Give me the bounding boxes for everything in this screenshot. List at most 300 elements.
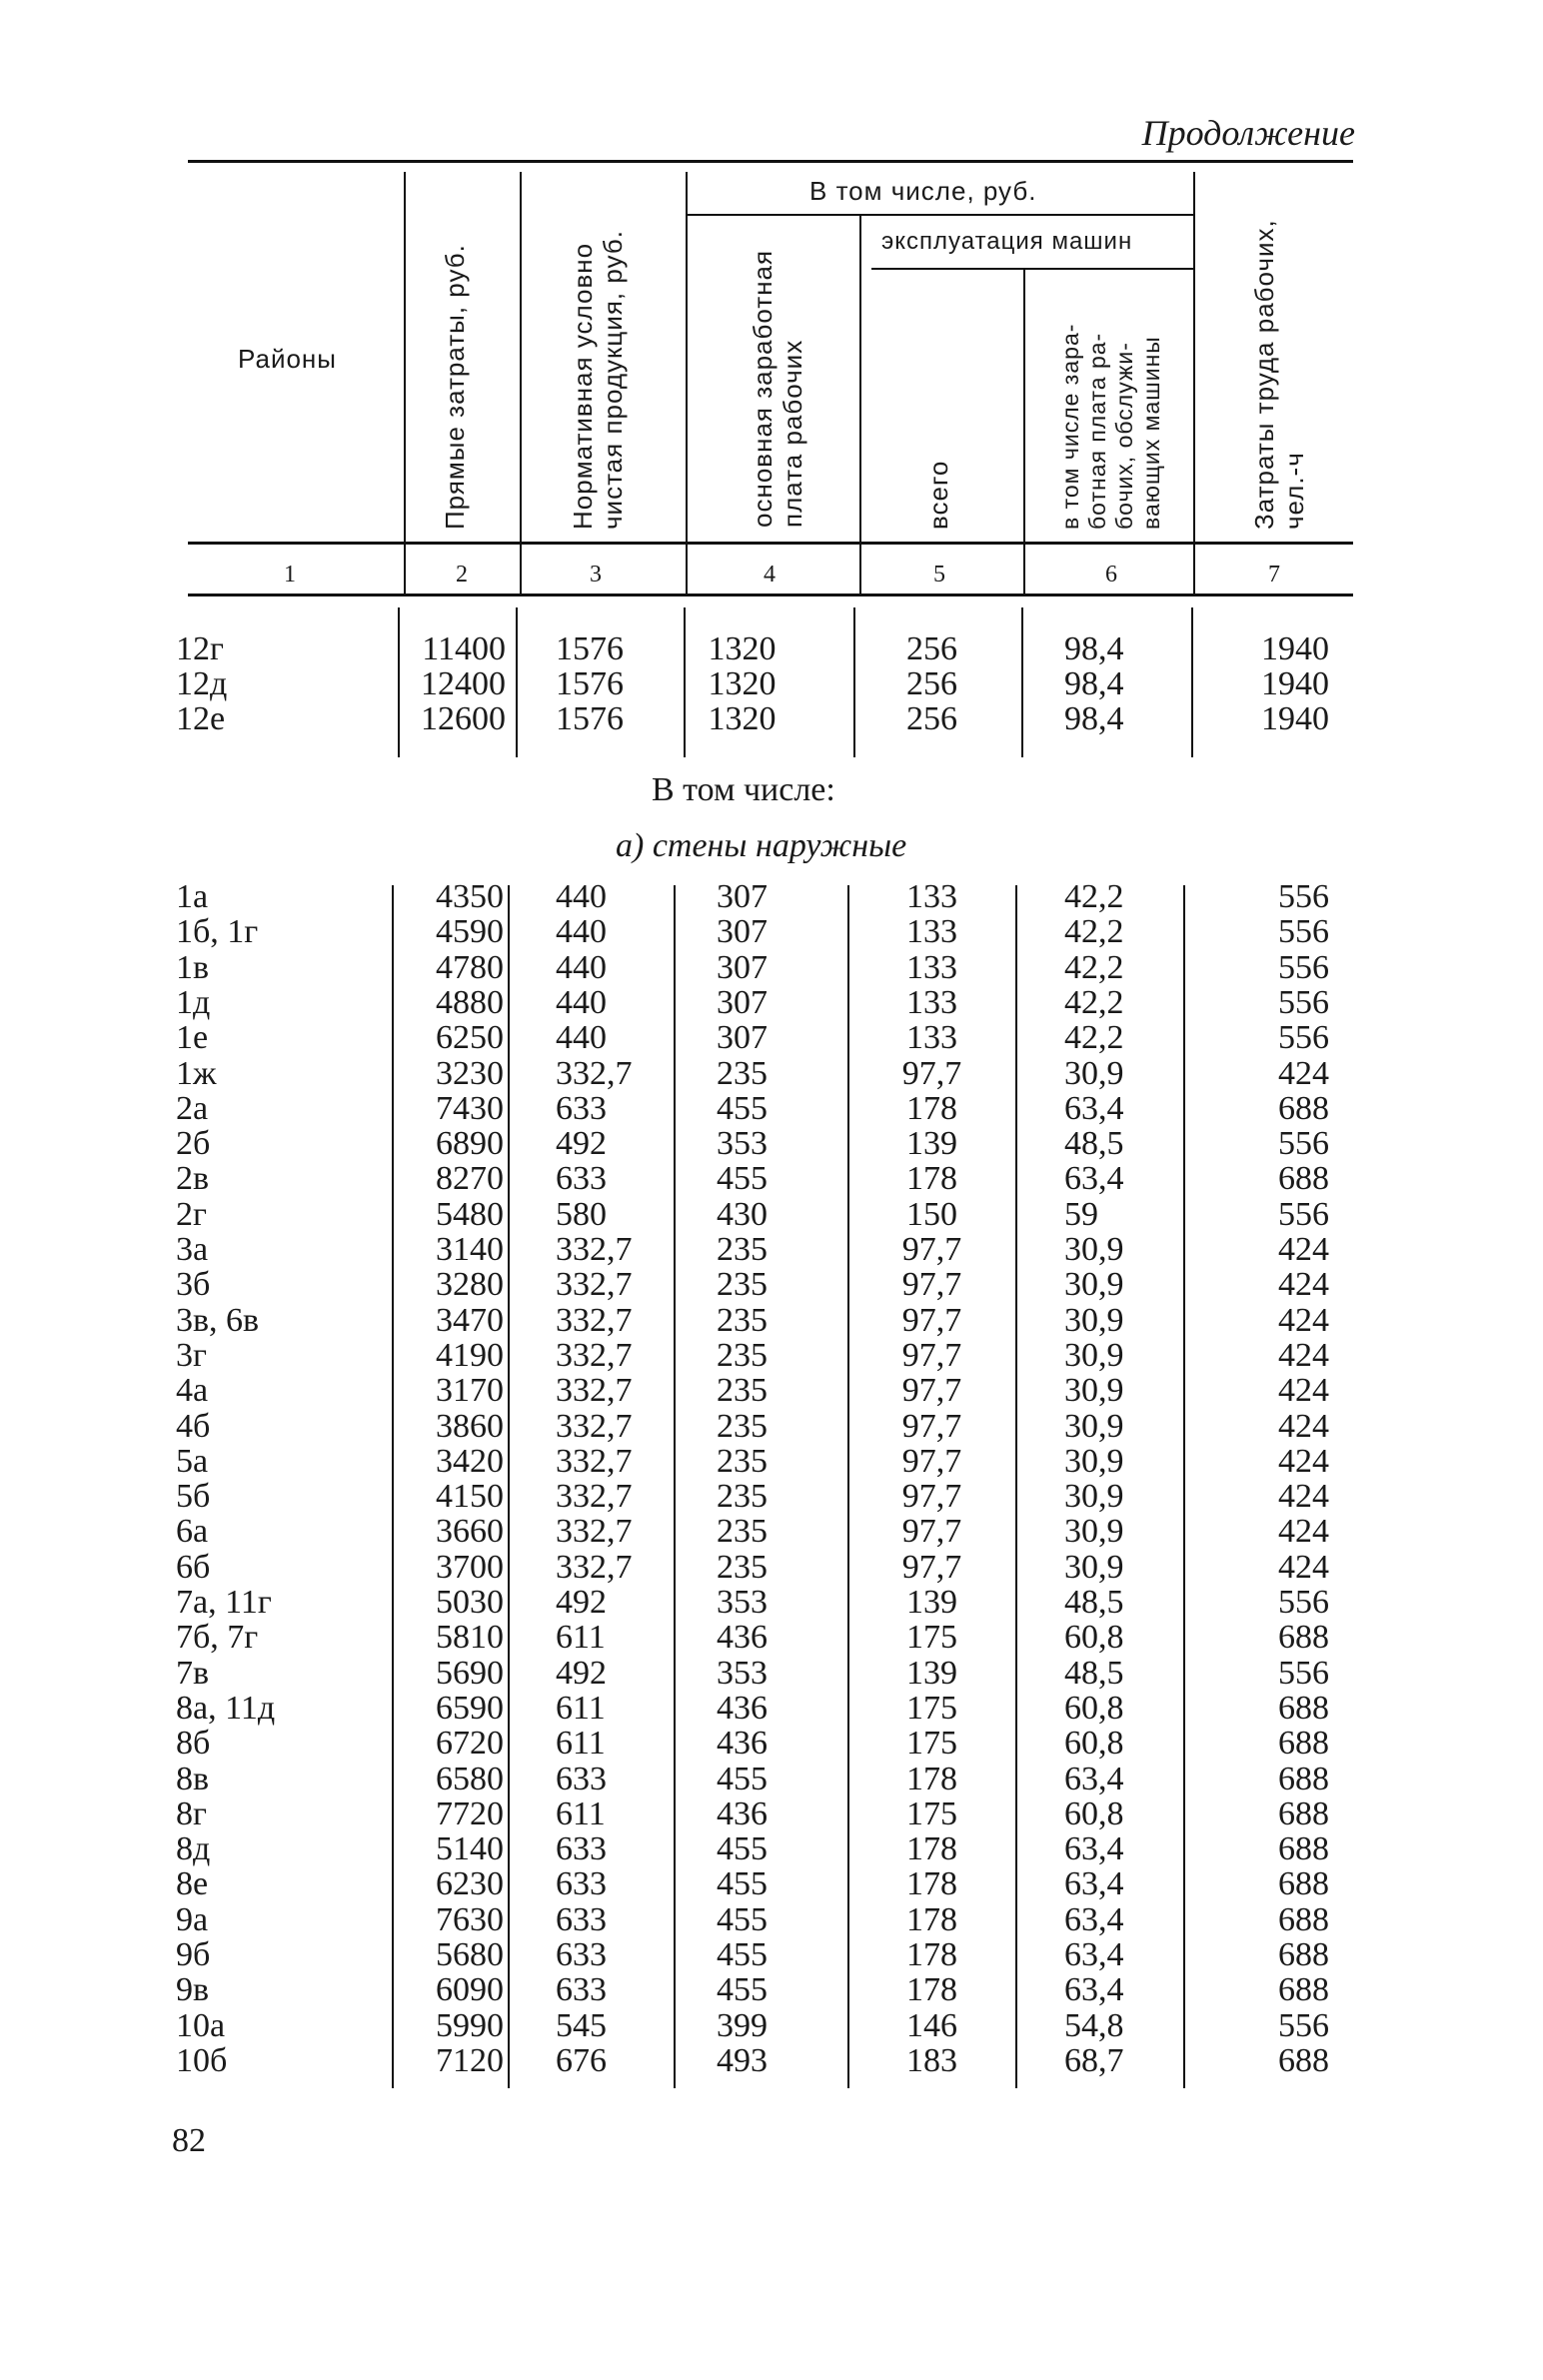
cell-col6: 30,9: [1064, 1407, 1124, 1445]
cell-col2: 4350: [436, 878, 504, 915]
cell-col5: 133: [906, 1019, 957, 1057]
cell-col6: 63,4: [1064, 1865, 1124, 1903]
cell-col1: 9б: [176, 1936, 211, 1973]
header-normative-product: Нормативная условно чистая продукция, руб.: [568, 230, 628, 530]
cell-col6: 63,4: [1064, 1160, 1124, 1198]
cell-col3: 440: [556, 913, 607, 951]
cell-col4: 235: [717, 1407, 768, 1445]
cell-col6: 60,8: [1064, 1689, 1124, 1727]
cell-col2: 6890: [436, 1125, 504, 1163]
cell-col7: 688: [1278, 1725, 1329, 1763]
cell-col5: 97,7: [901, 1054, 962, 1092]
cell-col1: 1в: [176, 948, 210, 986]
colnum-2: 2: [456, 562, 468, 588]
cell-col7: 556: [1278, 1584, 1329, 1621]
cell-col3: 492: [556, 1584, 607, 1621]
cell-col6: 42,2: [1064, 878, 1124, 915]
cell-col7: 556: [1278, 2006, 1329, 2044]
cell-col6: 63,4: [1064, 1900, 1124, 1938]
cell-col6: 48,5: [1064, 1125, 1124, 1163]
cell-col4: 353: [717, 1584, 768, 1621]
cell-col2: 4590: [436, 913, 504, 951]
cell-col7: 688: [1278, 1830, 1329, 1868]
cell-col7: 556: [1278, 1125, 1329, 1163]
cell-col1: 1д: [176, 983, 211, 1021]
cell-col3: 332,7: [556, 1054, 633, 1092]
cell-col3: 611: [556, 1619, 606, 1657]
cell-col5: 256: [906, 700, 957, 737]
cell-col5: 256: [906, 665, 957, 702]
cell-col3: 492: [556, 1654, 607, 1692]
top-divider-1: [398, 607, 400, 757]
continuation-label: Продолжение: [1141, 113, 1355, 153]
cell-col3: 633: [556, 1089, 607, 1127]
cell-col2: 5480: [436, 1195, 504, 1233]
cell-col1: 1е: [176, 1019, 209, 1057]
header-machine-group: эксплуатация машин: [881, 228, 1133, 255]
cell-col5: 178: [906, 1936, 957, 1973]
cell-col2: 5030: [436, 1584, 504, 1621]
cell-col6: 30,9: [1064, 1336, 1124, 1374]
cell-col6: 98,4: [1064, 700, 1124, 737]
cell-col4: 235: [717, 1231, 768, 1268]
cell-col7: 556: [1278, 1019, 1329, 1057]
cell-col5: 178: [906, 1760, 957, 1797]
cell-col6: 63,4: [1064, 1936, 1124, 1973]
cell-col6: 63,4: [1064, 1971, 1124, 2009]
cell-col4: 307: [717, 983, 768, 1021]
cell-col4: 399: [717, 2006, 768, 2044]
cell-col2: 6230: [436, 1865, 504, 1903]
cell-col1: 2в: [176, 1160, 210, 1198]
cell-col7: 688: [1278, 1971, 1329, 2009]
cell-col5: 97,7: [901, 1266, 962, 1304]
cell-col1: 7в: [176, 1654, 210, 1692]
header-divider-4: [859, 216, 861, 594]
cell-col7: 688: [1278, 1936, 1329, 1973]
cell-col2: 4780: [436, 948, 504, 986]
cell-col2: 6090: [436, 1971, 504, 2009]
cell-col4: 353: [717, 1125, 768, 1163]
main-divider-3: [674, 885, 676, 2088]
cell-col5: 139: [906, 1654, 957, 1692]
cell-col7: 424: [1278, 1407, 1329, 1445]
cell-col6: 63,4: [1064, 1089, 1124, 1127]
cell-col6: 42,2: [1064, 983, 1124, 1021]
top-divider-5: [1021, 607, 1023, 757]
subsection-title: а) стены наружные: [616, 827, 907, 864]
colnum-5: 5: [933, 562, 945, 588]
cell-col3: 332,7: [556, 1372, 633, 1410]
cell-col2: 3700: [436, 1548, 504, 1586]
cell-col5: 178: [906, 1830, 957, 1868]
cell-col4: 1320: [708, 665, 776, 702]
cell-col6: 63,4: [1064, 1830, 1124, 1868]
cell-col6: 60,8: [1064, 1794, 1124, 1832]
cell-col2: 3420: [436, 1442, 504, 1480]
cell-col4: 353: [717, 1654, 768, 1692]
cell-col4: 455: [717, 1760, 768, 1797]
cell-col1: 2а: [176, 1089, 209, 1127]
cell-col4: 235: [717, 1301, 768, 1339]
cell-col5: 178: [906, 1900, 957, 1938]
cell-col1: 6б: [176, 1548, 211, 1586]
cell-col6: 98,4: [1064, 630, 1124, 667]
including-rule: [688, 214, 1193, 216]
cell-col5: 133: [906, 878, 957, 915]
cell-col3: 440: [556, 878, 607, 915]
main-divider-4: [847, 885, 849, 2088]
cell-col1: 6а: [176, 1513, 209, 1551]
cell-col7: 556: [1278, 1195, 1329, 1233]
cell-col4: 455: [717, 1089, 768, 1127]
cell-col3: 492: [556, 1125, 607, 1163]
cell-col5: 178: [906, 1971, 957, 2009]
colnum-3: 3: [590, 562, 602, 588]
cell-col2: 3170: [436, 1372, 504, 1410]
header-districts: Районы: [238, 344, 337, 374]
cell-col7: 424: [1278, 1336, 1329, 1374]
cell-col1: 8в: [176, 1760, 210, 1797]
cell-col4: 307: [717, 1019, 768, 1057]
cell-col3: 440: [556, 1019, 607, 1057]
colnum-6: 6: [1105, 562, 1117, 588]
cell-col7: 556: [1278, 948, 1329, 986]
cell-col5: 133: [906, 913, 957, 951]
cell-col4: 436: [717, 1619, 768, 1657]
cell-col3: 611: [556, 1725, 606, 1763]
cell-col4: 307: [717, 948, 768, 986]
main-divider-2: [508, 885, 510, 2088]
cell-col3: 440: [556, 983, 607, 1021]
cell-col1: 3г: [176, 1336, 207, 1374]
cell-col5: 175: [906, 1725, 957, 1763]
cell-col2: 6720: [436, 1725, 504, 1763]
header-machine-wages: в том числе зара- ботная плата ра- бочих, обслужи- вающих машины: [1057, 323, 1164, 530]
cell-col7: 556: [1278, 878, 1329, 915]
cell-col1: 4а: [176, 1372, 209, 1410]
cell-col2: 4150: [436, 1478, 504, 1516]
cell-col1: 12д: [176, 665, 228, 702]
colnum-4: 4: [764, 562, 775, 588]
cell-col3: 633: [556, 1936, 607, 1973]
cell-col6: 30,9: [1064, 1513, 1124, 1551]
cell-col6: 60,8: [1064, 1725, 1124, 1763]
cell-col6: 30,9: [1064, 1478, 1124, 1516]
cell-col3: 633: [556, 1900, 607, 1938]
cell-col2: 4190: [436, 1336, 504, 1374]
cell-col5: 97,7: [901, 1548, 962, 1586]
cell-col7: 424: [1278, 1301, 1329, 1339]
header-divider-3: [686, 172, 688, 594]
cell-col3: 611: [556, 1689, 606, 1727]
cell-col4: 235: [717, 1548, 768, 1586]
page-number: 82: [172, 2122, 206, 2159]
cell-col3: 332,7: [556, 1231, 633, 1268]
cell-col3: 676: [556, 2041, 607, 2079]
cell-col7: 688: [1278, 1900, 1329, 1938]
header-labor: Затраты труда рабочих, чел.-ч: [1249, 219, 1309, 530]
cell-col7: 556: [1278, 913, 1329, 951]
cell-col4: 307: [717, 913, 768, 951]
cell-col4: 1320: [708, 630, 776, 667]
cell-col7: 424: [1278, 1231, 1329, 1268]
cell-col4: 455: [717, 1936, 768, 1973]
cell-col6: 42,2: [1064, 948, 1124, 986]
cell-col1: 3б: [176, 1266, 211, 1304]
cell-col6: 48,5: [1064, 1584, 1124, 1621]
cell-col7: 688: [1278, 1089, 1329, 1127]
cell-col6: 60,8: [1064, 1619, 1124, 1657]
cell-col3: 332,7: [556, 1266, 633, 1304]
cell-col6: 30,9: [1064, 1266, 1124, 1304]
cell-col1: 1ж: [176, 1054, 217, 1092]
cell-col4: 455: [717, 1160, 768, 1198]
cell-col1: 3а: [176, 1231, 209, 1268]
cell-col1: 8д: [176, 1830, 211, 1868]
main-divider-5: [1015, 885, 1017, 2088]
cell-col5: 139: [906, 1125, 957, 1163]
cell-col1: 12г: [176, 630, 224, 667]
cell-col6: 68,7: [1064, 2041, 1124, 2079]
cell-col7: 556: [1278, 1654, 1329, 1692]
cell-col1: 9а: [176, 1900, 209, 1938]
cell-col4: 455: [717, 1971, 768, 2009]
cell-col5: 150: [906, 1195, 957, 1233]
cell-col3: 545: [556, 2006, 607, 2044]
cell-col2: 12600: [421, 700, 506, 737]
cell-col7: 424: [1278, 1266, 1329, 1304]
cell-col2: 3230: [436, 1054, 504, 1092]
cell-col5: 178: [906, 1865, 957, 1903]
cell-col3: 580: [556, 1195, 607, 1233]
cell-col4: 436: [717, 1689, 768, 1727]
cell-col5: 97,7: [901, 1231, 962, 1268]
main-divider-1: [392, 885, 394, 2088]
cell-col4: 436: [717, 1794, 768, 1832]
cell-col2: 3140: [436, 1231, 504, 1268]
cell-col5: 97,7: [901, 1407, 962, 1445]
cell-col5: 97,7: [901, 1478, 962, 1516]
cell-col3: 332,7: [556, 1513, 633, 1551]
cell-col2: 5680: [436, 1936, 504, 1973]
cell-col2: 7630: [436, 1900, 504, 1938]
cell-col2: 6590: [436, 1689, 504, 1727]
cell-col3: 332,7: [556, 1478, 633, 1516]
cell-col5: 133: [906, 948, 957, 986]
top-divider-6: [1191, 607, 1193, 757]
cell-col2: 12400: [421, 665, 506, 702]
cell-col2: 3660: [436, 1513, 504, 1551]
cell-col1: 10б: [176, 2041, 228, 2079]
cell-col1: 4б: [176, 1407, 211, 1445]
cell-col1: 5а: [176, 1442, 209, 1480]
cell-col5: 97,7: [901, 1513, 962, 1551]
cell-col5: 97,7: [901, 1442, 962, 1480]
cell-col1: 7а, 11г: [176, 1584, 272, 1621]
cell-col5: 175: [906, 1689, 957, 1727]
cell-col3: 332,7: [556, 1301, 633, 1339]
cell-col1: 3в, 6в: [176, 1301, 260, 1339]
cell-col7: 1940: [1261, 630, 1329, 667]
cell-col3: 633: [556, 1971, 607, 2009]
cell-col7: 424: [1278, 1054, 1329, 1092]
colnum-1: 1: [284, 562, 296, 588]
cell-col7: 688: [1278, 2041, 1329, 2079]
header-direct-costs: Прямые затраты, руб.: [440, 244, 470, 530]
cell-col1: 1а: [176, 878, 209, 915]
cell-col5: 178: [906, 1160, 957, 1198]
cell-col4: 430: [717, 1195, 768, 1233]
header-top-rule: [188, 160, 1353, 163]
cell-col2: 8270: [436, 1160, 504, 1198]
cell-col6: 63,4: [1064, 1760, 1124, 1797]
cell-col4: 235: [717, 1478, 768, 1516]
cell-col6: 42,2: [1064, 1019, 1124, 1057]
header-including-group: В том числе, руб.: [809, 176, 1037, 206]
cell-col5: 133: [906, 983, 957, 1021]
cell-col1: 2г: [176, 1195, 207, 1233]
cell-col3: 332,7: [556, 1442, 633, 1480]
cell-col5: 183: [906, 2041, 957, 2079]
cell-col1: 9в: [176, 1971, 210, 2009]
cell-col1: 5б: [176, 1478, 211, 1516]
cell-col5: 97,7: [901, 1301, 962, 1339]
cell-col5: 97,7: [901, 1372, 962, 1410]
cell-col7: 688: [1278, 1619, 1329, 1657]
cell-col2: 4880: [436, 983, 504, 1021]
cell-col6: 30,9: [1064, 1301, 1124, 1339]
cell-col3: 1576: [556, 630, 624, 667]
colnum-7: 7: [1268, 562, 1280, 588]
cell-col5: 146: [906, 2006, 957, 2044]
cell-col6: 30,9: [1064, 1442, 1124, 1480]
cell-col5: 178: [906, 1089, 957, 1127]
cell-col2: 3280: [436, 1266, 504, 1304]
cell-col5: 97,7: [901, 1336, 962, 1374]
cell-col2: 6580: [436, 1760, 504, 1797]
cell-col7: 688: [1278, 1160, 1329, 1198]
cell-col6: 30,9: [1064, 1054, 1124, 1092]
cell-col3: 633: [556, 1865, 607, 1903]
cell-col2: 5690: [436, 1654, 504, 1692]
header-divider-5: [1023, 270, 1025, 594]
cell-col5: 256: [906, 630, 957, 667]
cell-col1: 10а: [176, 2006, 226, 2044]
cell-col4: 1320: [708, 700, 776, 737]
cell-col3: 332,7: [556, 1548, 633, 1586]
header-total: всего: [923, 460, 953, 530]
cell-col4: 235: [717, 1372, 768, 1410]
cell-col7: 424: [1278, 1478, 1329, 1516]
cell-col3: 332,7: [556, 1407, 633, 1445]
header-divider-2: [520, 172, 522, 594]
cell-col4: 455: [717, 1865, 768, 1903]
cell-col4: 235: [717, 1266, 768, 1304]
cell-col6: 54,8: [1064, 2006, 1124, 2044]
cell-col3: 633: [556, 1830, 607, 1868]
cell-col7: 688: [1278, 1760, 1329, 1797]
cell-col6: 42,2: [1064, 913, 1124, 951]
cell-col4: 455: [717, 1900, 768, 1938]
cell-col1: 2б: [176, 1125, 211, 1163]
cell-col5: 139: [906, 1584, 957, 1621]
cell-col7: 688: [1278, 1865, 1329, 1903]
cell-col3: 1576: [556, 665, 624, 702]
cell-col3: 611: [556, 1794, 606, 1832]
header-base-wages: основная заработная плата рабочих: [748, 249, 807, 528]
cell-col4: 307: [717, 878, 768, 915]
cell-col1: 7б, 7г: [176, 1619, 259, 1657]
cell-col4: 455: [717, 1830, 768, 1868]
header-divider-6: [1193, 172, 1195, 594]
cell-col2: 5810: [436, 1619, 504, 1657]
cell-col3: 633: [556, 1160, 607, 1198]
main-divider-6: [1183, 885, 1185, 2088]
machine-rule: [871, 268, 1193, 270]
cell-col7: 1940: [1261, 665, 1329, 702]
cell-col3: 332,7: [556, 1336, 633, 1374]
cell-col2: 7720: [436, 1794, 504, 1832]
cell-col7: 688: [1278, 1794, 1329, 1832]
cell-col2: 5140: [436, 1830, 504, 1868]
cell-col6: 98,4: [1064, 665, 1124, 702]
cell-col4: 493: [717, 2041, 768, 2079]
cell-col7: 1940: [1261, 700, 1329, 737]
cell-col7: 424: [1278, 1442, 1329, 1480]
cell-col3: 1576: [556, 700, 624, 737]
cell-col7: 688: [1278, 1689, 1329, 1727]
cell-col1: 1б, 1г: [176, 913, 259, 951]
cell-col4: 235: [717, 1513, 768, 1551]
cell-col2: 7430: [436, 1089, 504, 1127]
header-divider-1: [404, 172, 406, 594]
cell-col1: 8г: [176, 1794, 207, 1832]
cell-col4: 436: [717, 1725, 768, 1763]
cell-col7: 424: [1278, 1372, 1329, 1410]
cell-col6: 30,9: [1064, 1372, 1124, 1410]
section-title: В том числе:: [652, 771, 835, 808]
cell-col2: 6250: [436, 1019, 504, 1057]
cell-col1: 12е: [176, 700, 226, 737]
cell-col2: 7120: [436, 2041, 504, 2079]
colnum-bottom-rule: [188, 594, 1353, 596]
cell-col4: 235: [717, 1442, 768, 1480]
cell-col6: 30,9: [1064, 1231, 1124, 1268]
cell-col6: 30,9: [1064, 1548, 1124, 1586]
cell-col7: 424: [1278, 1513, 1329, 1551]
cell-col5: 175: [906, 1619, 957, 1657]
cell-col4: 235: [717, 1054, 768, 1092]
cell-col3: 633: [556, 1760, 607, 1797]
cell-col6: 59: [1064, 1195, 1098, 1233]
top-divider-2: [516, 607, 518, 757]
cell-col6: 48,5: [1064, 1654, 1124, 1692]
cell-col7: 556: [1278, 983, 1329, 1021]
cell-col1: 8б: [176, 1725, 211, 1763]
cell-col1: 8е: [176, 1865, 209, 1903]
cell-col2: 3860: [436, 1407, 504, 1445]
cell-col3: 440: [556, 948, 607, 986]
cell-col7: 424: [1278, 1548, 1329, 1586]
cell-col4: 235: [717, 1336, 768, 1374]
cell-col2: 3470: [436, 1301, 504, 1339]
cell-col2: 11400: [422, 630, 506, 667]
header-bottom-rule: [188, 542, 1353, 545]
cell-col5: 175: [906, 1794, 957, 1832]
cell-col1: 8а, 11д: [176, 1689, 276, 1727]
cell-col2: 5990: [436, 2006, 504, 2044]
